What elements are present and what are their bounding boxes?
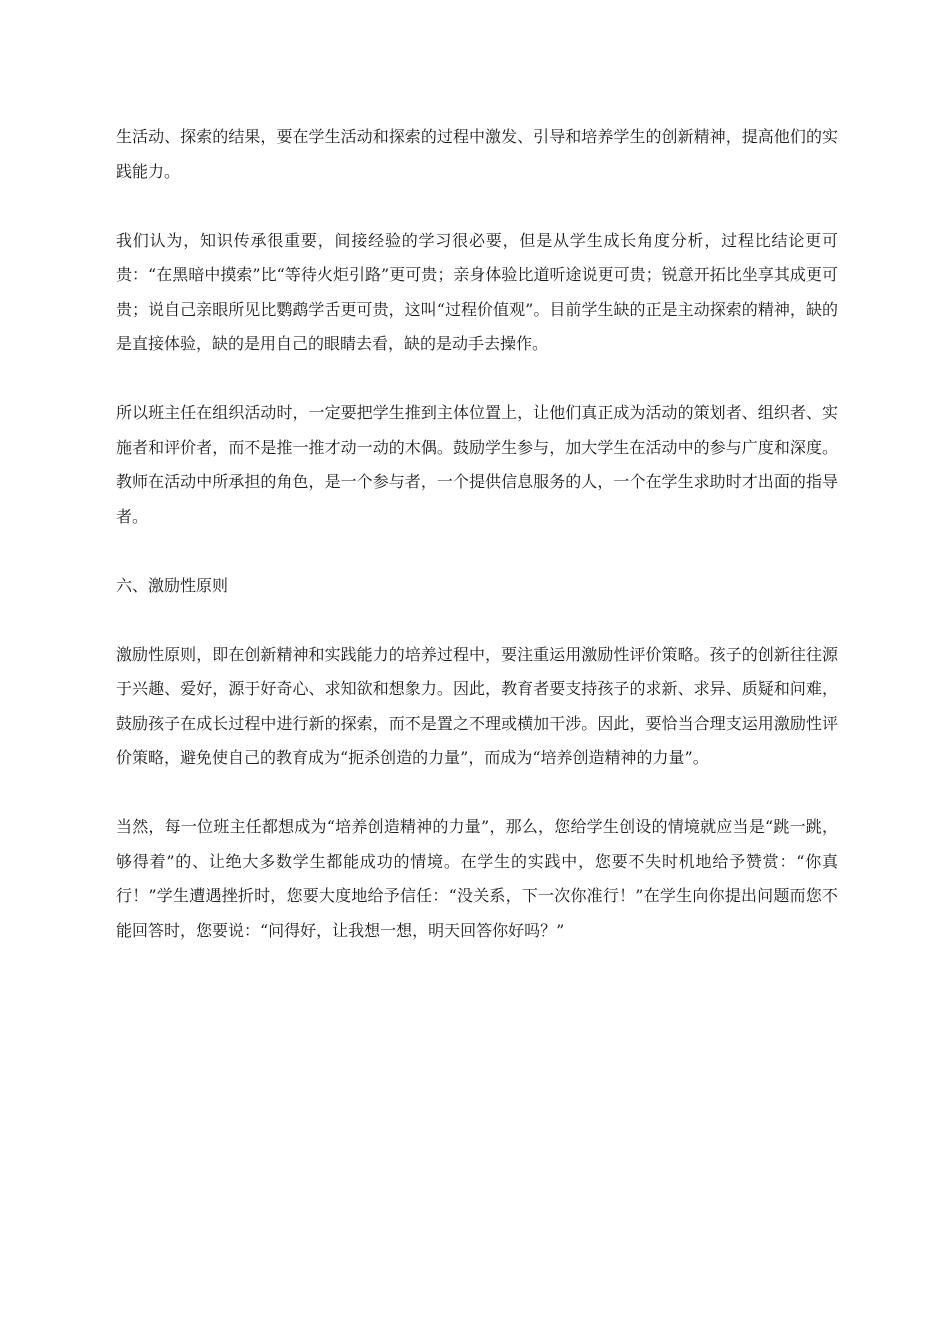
paragraph-1: 生活动、探索的结果，要在学生活动和探索的过程中激发、引导和培养学生的创新精神，提高他们的实践能力。 <box>116 127 838 181</box>
paragraph-3: 所以班主任在组织活动时，一定要把学生推到主体位置上，让他们真正成为活动的策划者、组织者、实施者和评价者，而不是推一推才动一动的木偶。鼓励学生参与，加大学生在活动中的参与广度和深度。教师在活动中所承担的角色，是一个参与者，一个提供信息服务的人，一个在学生求助时才出面的指导者。 <box>116 403 838 526</box>
paragraph-5: 当然，每一位班主任都想成为“培养创造精神的力量”，那么，您给学生创设的情境就应当是“跳一跳，够得着”的、让绝大多数学生都能成功的情境。在学生的实践中，您要不失时机地给予赞赏：“你真行！”学生遭遇挫折时，您要大度地给予信任：“没关系，下一次你准行！”在学生向你提出问题而您不能回答时，您要说：“问得好，让我想一想，明天回答你好吗？” <box>116 817 838 940</box>
document-body <box>116 120 838 983</box>
paragraph-2: 我们认为，知识传承很重要，间接经验的学习很必要，但是从学生成长角度分析，过程比结论更可贵：“在黑暗中摸索”比“等待火炬引路”更可贵；亲身体验比道听途说更可贵；锐意开拓比坐享其成更可贵；说自己亲眼所见比鹦鹉学舌更可贵，这叫“过程价值观”。目前学生缺的正是主动探索的精神，缺的是直接体验，缺的是用自己的眼睛去看，缺的是动手去操作。 <box>116 230 838 353</box>
paragraph-4: 激励性原则，即在创新精神和实践能力的培养过程中，要注重运用激励性评价策略。孩子的创新往往源于兴趣、爱好，源于好奇心、求知欲和想象力。因此，教育者要支持孩子的求新、求异、质疑和问难，鼓励孩子在成长过程中进行新的探索，而不是置之不理或横加干涉。因此，要恰当合理支运用激励性评价策略，避免使自己的教育成为“扼杀创造的力量”，而成为“培养创造精神的力量”。 <box>116 644 838 767</box>
section-heading: 六、激励性原则 <box>116 575 229 595</box>
